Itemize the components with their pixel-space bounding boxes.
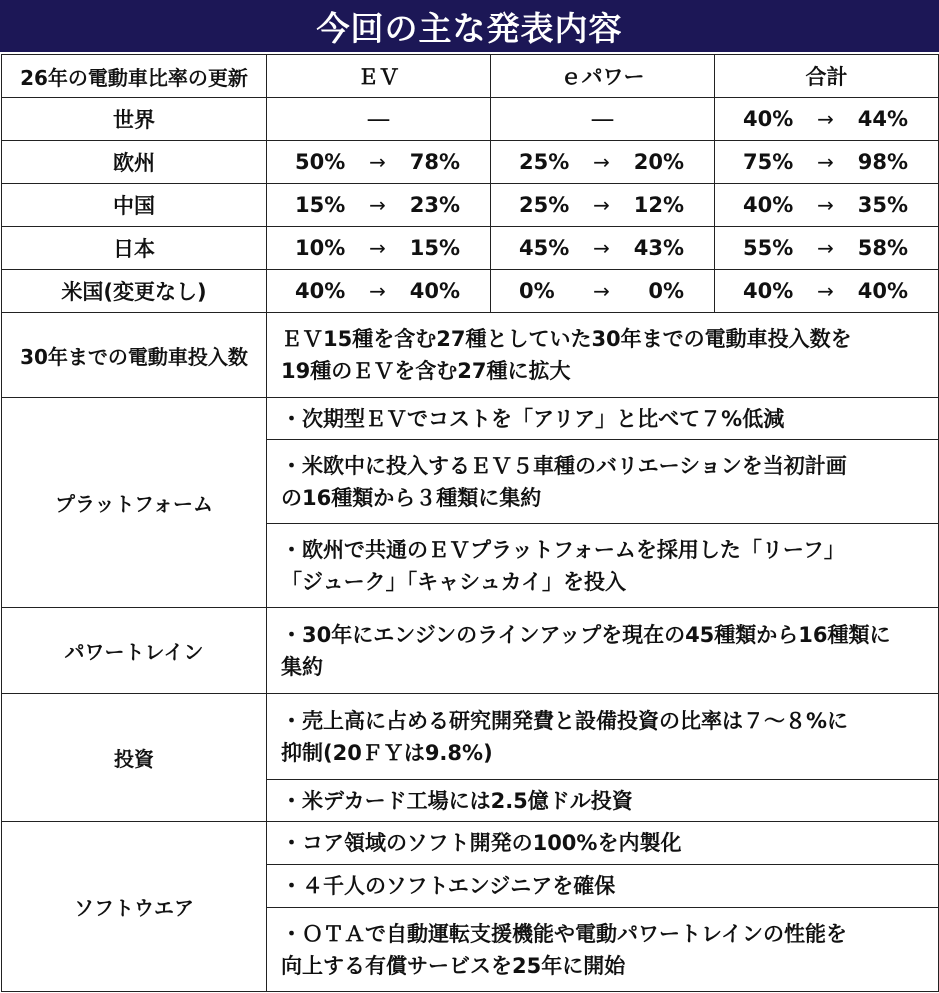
region-label: 日本 (2, 227, 267, 270)
section-label-platform: プラットフォーム (2, 398, 267, 608)
epower-column-header: ｅパワー (491, 55, 715, 98)
arrow-icon: → (369, 279, 386, 303)
total-after: 44% (857, 107, 908, 131)
text-line: 集約 (281, 654, 323, 679)
arrow-icon: → (817, 279, 834, 303)
section-label-launch: 30年までの電動車投入数 (2, 313, 267, 398)
ev-column-header: ＥＶ (267, 55, 491, 98)
total-before: 55% (743, 236, 794, 260)
text-line: 「ジューク」「キャシュカイ」を投入 (281, 569, 627, 594)
platform-item (267, 398, 939, 440)
page-title: 今回の主な発表内容 (316, 8, 623, 48)
arrow-icon: → (593, 279, 610, 303)
ratio-header-row (2, 55, 939, 98)
arrow-icon: → (369, 150, 386, 174)
total-before: 40% (743, 193, 794, 217)
epower-before: 0% (519, 279, 555, 303)
total-after: 58% (857, 236, 908, 260)
text-line: ・売上高に占める研究開発費と設備投資の比率は７〜８%に (281, 708, 849, 733)
total-before: 75% (743, 150, 794, 174)
powertrain-row (2, 608, 939, 694)
announcement-table (1, 54, 939, 992)
title-bar (0, 0, 939, 52)
investment-row-1 (2, 694, 939, 780)
software-item (267, 908, 939, 992)
epower-after: 43% (633, 236, 684, 260)
region-label: 欧州 (2, 141, 267, 184)
total-after: 40% (857, 279, 908, 303)
ev-before: 50% (295, 150, 346, 174)
text-line: ＥＶ15種を含む27種としていた30年までの電動車投入数を (281, 327, 852, 351)
arrow-icon: → (817, 150, 834, 174)
text-line: ・30年にエンジンのラインアップを現在の45種類から16種類に (281, 622, 891, 647)
text-line: ・ＯＴＡで自動運転支援機能や電動パワートレインの性能を (281, 921, 847, 946)
investment-item (267, 780, 939, 822)
ev-after: 23% (409, 193, 460, 217)
ev-before: 15% (295, 193, 346, 217)
arrow-icon: → (817, 236, 834, 260)
total-before: 40% (743, 107, 794, 131)
text-line: ・次期型ＥＶでコストを「アリア」と比べて７%低減 (281, 406, 785, 431)
ratio-row-world (2, 98, 939, 141)
ratio-row-china (2, 184, 939, 227)
arrow-icon: → (593, 193, 610, 217)
text-line: ・欧州で共通のＥＶプラットフォームを採用した「リーフ」 (281, 537, 845, 562)
ev-before: 10% (295, 236, 346, 260)
ratio-row-usa (2, 270, 939, 313)
software-item (267, 822, 939, 865)
ev-after: 40% (409, 279, 460, 303)
platform-row-1 (2, 398, 939, 440)
investment-item (267, 694, 939, 780)
software-item (267, 865, 939, 908)
text-line: ・４千人のソフトエンジニアを確保 (281, 874, 616, 898)
region-label: 世界 (2, 98, 267, 141)
epower-after: 0% (648, 279, 684, 303)
epower-after: 12% (633, 193, 684, 217)
software-row-1 (2, 822, 939, 865)
region-label: 米国(変更なし) (2, 270, 267, 313)
ev-no-value: — (366, 105, 391, 133)
ratio-row-japan (2, 227, 939, 270)
arrow-icon: → (593, 236, 610, 260)
region-label: 中国 (2, 184, 267, 227)
epower-after: 20% (633, 150, 684, 174)
arrow-icon: → (593, 150, 610, 174)
launch-count-row (2, 313, 939, 398)
epower-no-value: — (590, 105, 615, 133)
launch-count-text (267, 313, 939, 398)
platform-item (267, 440, 939, 524)
arrow-icon: → (817, 193, 834, 217)
epower-before: 25% (519, 150, 570, 174)
section-label-investment: 投資 (2, 694, 267, 822)
arrow-icon: → (369, 236, 386, 260)
text-line: の16種類から３種類に集約 (281, 485, 542, 510)
text-line: 向上する有償サービスを25年に開始 (281, 953, 626, 978)
total-after: 98% (857, 150, 908, 174)
arrow-icon: → (817, 107, 834, 131)
text-line: 抑制(20ＦＹは9.8%) (281, 740, 493, 765)
powertrain-item (267, 608, 939, 694)
ev-before: 40% (295, 279, 346, 303)
ratio-header-label: 26年の電動車比率の更新 (2, 55, 267, 98)
platform-item (267, 524, 939, 608)
text-line: ・米デカード工場には2.5億ドル投資 (281, 788, 633, 813)
ev-after: 78% (409, 150, 460, 174)
ratio-row-europe (2, 141, 939, 184)
total-before: 40% (743, 279, 794, 303)
arrow-icon: → (369, 193, 386, 217)
text-line: 19種のＥＶを含む27種に拡大 (281, 359, 571, 383)
text-line: ・コア領域のソフト開発の100%を内製化 (281, 831, 682, 855)
text-line: ・米欧中に投入するＥＶ５車種のバリエーションを当初計画 (281, 453, 847, 478)
section-label-software: ソフトウエア (2, 822, 267, 992)
section-label-powertrain: パワートレイン (2, 608, 267, 694)
total-column-header: 合計 (715, 55, 939, 98)
epower-before: 25% (519, 193, 570, 217)
total-after: 35% (857, 193, 908, 217)
ev-after: 15% (409, 236, 460, 260)
epower-before: 45% (519, 236, 570, 260)
